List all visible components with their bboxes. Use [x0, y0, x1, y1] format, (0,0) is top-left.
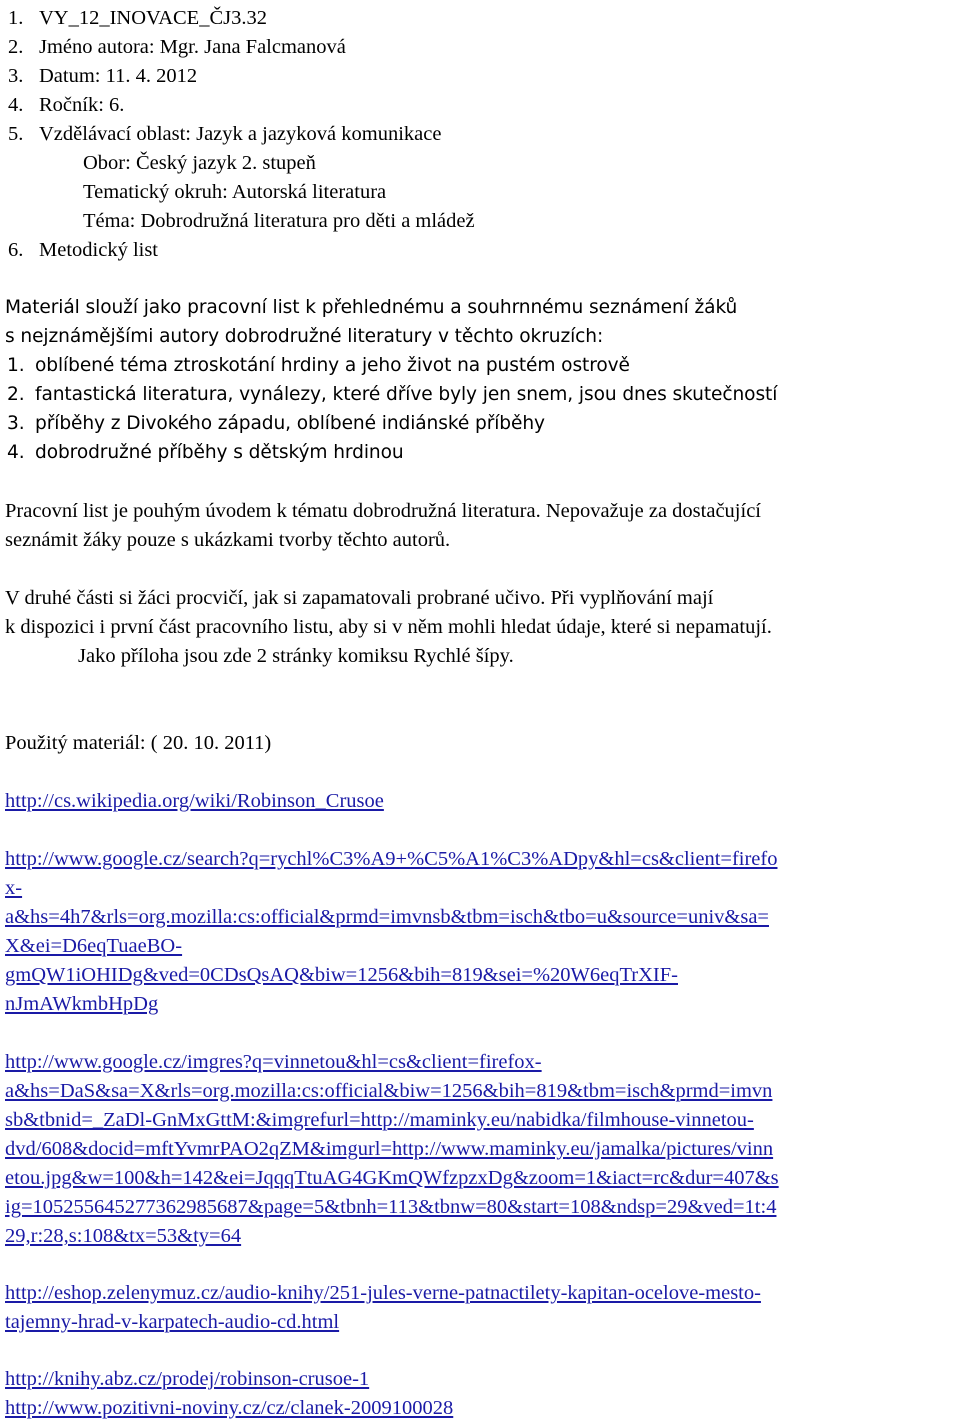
topic-item-4: 4. dobrodružné příběhy s dětským hrdinou [7, 442, 404, 463]
source-link-google-search-line[interactable]: a&hs=4h7&rls=org.mozilla:cs:official&prmd=imvnsb&tbm=isch&tbo=u&source=univ&sa= [5, 906, 769, 928]
header-item-5: 5. Vzdělávací oblast: Jazyk a jazyková komunikace [8, 123, 442, 145]
sources-heading [5, 729, 271, 758]
source-link-knihy[interactable]: http://knihy.abz.cz/prodej/robinson-crusoe-1 [5, 1368, 370, 1390]
paragraph-practice-line-3: Jako příloha jsou zde 2 stránky komiksu Rychlé šípy. [78, 645, 514, 667]
spacer [5, 1019, 960, 1048]
source-link-google-imgres-line[interactable]: http://www.google.cz/imgres?q=vinnetou&hl=cs&client=firefox- [5, 1051, 542, 1073]
source-link-google-search-line[interactable]: gmQW1iOHIDg&ved=0CDsQsAQ&biw=1256&bih=819&sei=%20W6eqTrXIF- [5, 964, 678, 986]
source-link-google-search-line[interactable]: x- [5, 877, 23, 899]
description-intro-line-2: s nejznámějšími autory dobrodružné literatury v těchto okruzích: [5, 326, 604, 347]
source-link-google-search[interactable] [5, 845, 960, 1019]
paragraph-practice-line-1: V druhé části si žáci procvičí, jak si zapamatovali probrané učivo. Při vyplňování mají [5, 587, 714, 609]
source-link-wikipedia[interactable]: http://cs.wikipedia.org/wiki/Robinson_Crusoe [5, 790, 384, 812]
description-intro-line-1: Materiál slouží jako pracovní list k přehlednému a souhrnnému seznámení žáků [5, 297, 738, 318]
sources-links [5, 787, 960, 1423]
paragraph-practice-line-2: k dispozici i první část pracovního listu, aby si v něm mohli hledat údaje, které si nepamatují. [5, 616, 772, 638]
header-item-2: 2. Jméno autora: Mgr. Jana Falcmanová [8, 36, 346, 58]
paragraph-intro-line-2: seznámit žáky pouze s ukázkami tvorby těchto autorů. [5, 529, 451, 551]
header-subitem-topic-area: Tematický okruh: Autorská literatura [83, 181, 387, 203]
spacer [5, 1337, 960, 1365]
spacer [5, 1251, 960, 1279]
header-item-1: 1. VY_12_INOVACE_ČJ3.32 [8, 7, 267, 29]
source-link-google-imgres-line[interactable]: dvd/608&docid=mftYvmrPAO2qZM&imgurl=http://www.maminky.eu/jamalka/pictures/vinn [5, 1138, 774, 1160]
description [5, 293, 777, 467]
source-link-google-imgres-line[interactable]: 29,r:28,s:108&tx=53&ty=64 [5, 1225, 242, 1247]
header-subitem-subject: Obor: Český jazyk 2. stupeň [83, 152, 316, 174]
header-list [5, 4, 475, 265]
source-link-google-search-line[interactable]: nJmAWkmbHpDg [5, 993, 159, 1015]
sources-heading-text: Použitý materiál: ( 20. 10. 2011) [5, 732, 272, 754]
paragraph-intro-line-1: Pracovní list je pouhým úvodem k tématu dobrodružná literatura. Nepovažuje za dostačující [5, 500, 761, 522]
source-link-eshop-line[interactable]: tajemny-hrad-v-karpatech-audio-cd.html [5, 1311, 340, 1333]
source-link-eshop-line[interactable]: http://eshop.zelenymuz.cz/audio-knihy/251-jules-verne-patnactilety-kapitan-ocelove-mesto- [5, 1282, 761, 1304]
header-item-6: 6. Metodický list [8, 239, 159, 261]
source-link-google-imgres[interactable] [5, 1048, 960, 1251]
source-link-google-search-line[interactable]: http://www.google.cz/search?q=rychl%C3%A9+%C5%A1%C3%ADpy&hl=cs&client=firefo [5, 848, 778, 870]
source-link-google-search-line[interactable]: X&ei=D6eqTuaeBO- [5, 935, 183, 957]
spacer [5, 816, 960, 845]
topic-item-3: 3. příběhy z Divokého západu, oblíbené indiánské příběhy [7, 413, 545, 434]
paragraph-practice [5, 584, 772, 671]
topic-item-1: 1. oblíbené téma ztroskotání hrdiny a jeho život na pustém ostrově [7, 355, 630, 376]
source-link-google-imgres-line[interactable]: a&hs=DaS&sa=X&rls=org.mozilla:cs:official&biw=1256&bih=819&tbm=isch&prmd=imvn [5, 1080, 773, 1102]
header-subitem-topic: Téma: Dobrodružná literatura pro děti a mládež [83, 210, 475, 232]
source-link-google-imgres-line[interactable]: etou.jpg&w=100&h=142&ei=JqqqTtuAG4GKmQWfzpzxDg&zoom=1&iact=rc&dur=407&s [5, 1167, 779, 1189]
source-link-eshop[interactable] [5, 1279, 960, 1337]
header-item-3: 3. Datum: 11. 4. 2012 [8, 65, 198, 87]
topic-item-2: 2. fantastická literatura, vynálezy, které dříve byly jen snem, jsou dnes skutečností [7, 384, 778, 405]
source-link-pozitivni-noviny[interactable]: http://www.pozitivni-noviny.cz/cz/clanek-2009100028 [5, 1397, 454, 1419]
source-link-google-imgres-line[interactable]: ig=105255645277362985687&page=5&tbnh=113&tbnw=80&start=108&ndsp=29&ved=1t:4 [5, 1196, 777, 1218]
header-item-4: 4. Ročník: 6. [8, 94, 125, 116]
source-link-google-imgres-line[interactable]: sb&tbnid=_ZaDl-GnMxGttM:&imgrefurl=http://maminky.eu/nabidka/filmhouse-vinnetou- [5, 1109, 754, 1131]
paragraph-intro [5, 497, 761, 555]
